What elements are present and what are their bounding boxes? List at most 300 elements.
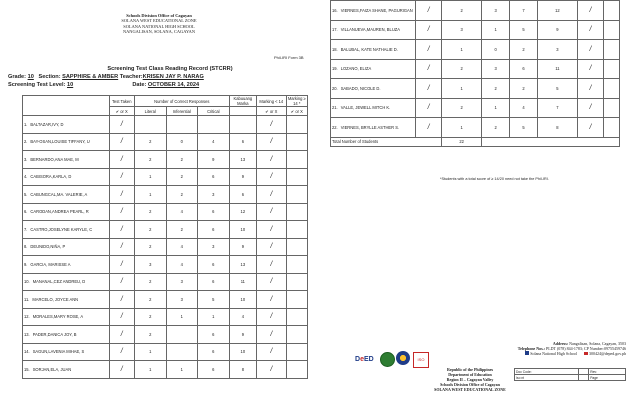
critical-score: 6	[198, 203, 230, 221]
inferential-score: 1	[482, 20, 510, 40]
mark-lt14-check	[257, 273, 287, 291]
test-taken-check	[109, 133, 134, 151]
row-number: 1.	[24, 121, 28, 127]
footer-contact	[470, 341, 626, 356]
col-header-test-taken: Test Taken	[109, 96, 134, 107]
iso-badge-icon: ISO	[413, 352, 429, 368]
row-number: 11.	[24, 296, 30, 302]
student-name	[23, 256, 110, 274]
mark-ge14-cell	[286, 291, 307, 309]
mark-ge14-cell	[286, 116, 307, 134]
grade-value: 10	[27, 74, 34, 80]
student-name	[331, 59, 416, 79]
address-label: Address:	[552, 341, 569, 346]
check-mark-icon: /	[120, 348, 123, 356]
test-taken-check	[109, 273, 134, 291]
mark-lt14-check	[257, 361, 287, 379]
student-name	[23, 326, 110, 344]
mark-lt14-check	[577, 59, 603, 79]
table-row	[23, 343, 308, 361]
student-name	[23, 203, 110, 221]
col-sub-critical: Critical	[198, 107, 230, 116]
student-name-text: GARCIA, MARISSE A	[30, 261, 71, 267]
inferential-score: 4	[166, 203, 198, 221]
mark-lt14-check	[257, 168, 287, 186]
mark-lt14-check	[257, 116, 287, 134]
total-score: 4	[229, 308, 256, 326]
row-number: 2.	[24, 139, 28, 145]
table-row	[331, 1, 620, 21]
critical-score: 1	[198, 308, 230, 326]
critical-score: 6	[198, 168, 230, 186]
inferential-score: 0	[482, 40, 510, 60]
critical-score: 6	[198, 273, 230, 291]
total-blank	[482, 137, 620, 146]
check-mark-icon: /	[120, 278, 123, 286]
check-mark-icon: /	[120, 365, 123, 373]
mark-ge14-cell	[604, 59, 620, 79]
address-value: Nangalisan, Solana, Cagayan, 3503	[569, 341, 626, 346]
check-mark-icon: /	[270, 330, 273, 338]
col-header-kabuuang: Kabuuang Marka	[229, 96, 256, 107]
check-mark-icon: /	[270, 348, 273, 356]
footer-agency	[430, 367, 510, 392]
form-number: Phil-IRI Form 3B	[274, 55, 304, 60]
student-name-text: VIERNES, BRYLLE ASTHER S.	[340, 124, 400, 130]
mark-ge14-cell	[286, 361, 307, 379]
level-label: Screening Test Level:	[8, 82, 66, 88]
inferential-score: 1	[166, 308, 198, 326]
total-score: 10	[229, 343, 256, 361]
inferential-score: 0	[166, 133, 198, 151]
total-score: 7	[537, 98, 577, 118]
check-mark-icon: /	[427, 6, 430, 14]
table-row	[23, 168, 308, 186]
zone-line: SOLANA WEST EDUCATIONAL ZONE	[434, 387, 506, 392]
mark-ge14-cell	[286, 203, 307, 221]
total-students-label: Total Number of Students	[331, 137, 442, 146]
doc-code-label: Doc Code:	[515, 369, 579, 375]
row-number: 3.	[24, 156, 28, 162]
mark-lt14-check	[257, 256, 287, 274]
inferential-score: 3	[482, 1, 510, 21]
table-row	[23, 326, 308, 344]
row-number: 5.	[24, 191, 28, 197]
row-number: 14.	[24, 349, 30, 355]
table-row	[23, 291, 308, 309]
total-score: 6	[229, 186, 256, 204]
check-mark-icon: /	[589, 26, 592, 34]
literal-score: 2	[134, 291, 166, 309]
col-sub-or-x-2: ✔ or X	[257, 107, 287, 116]
test-taken-check	[109, 308, 134, 326]
test-taken-check	[109, 361, 134, 379]
meta-row-2	[8, 82, 199, 88]
critical-score: 6	[198, 343, 230, 361]
test-taken-check	[416, 118, 442, 138]
check-mark-icon: /	[120, 173, 123, 181]
critical-score	[198, 116, 230, 134]
col-sub-inferential: Inferential	[166, 107, 198, 116]
col-sub-blank	[229, 107, 256, 116]
tel-label: Telephone Nos.:	[517, 346, 545, 351]
table-row	[23, 116, 308, 134]
check-mark-icon: /	[589, 6, 592, 14]
col-header-correct: Number of Correct Responses	[134, 96, 229, 107]
mark-ge14-cell	[604, 118, 620, 138]
check-mark-icon: /	[270, 190, 273, 198]
check-mark-icon: /	[427, 123, 430, 131]
document-control-table	[514, 368, 626, 381]
student-name-text: BAY-OSAN,LOUISE TIFFANY, U	[30, 139, 90, 145]
student-name-text: CABUNGCAL,MA. VALERIE, A	[30, 191, 88, 197]
student-name-text: SORJAN,ELA, JUAN	[32, 366, 72, 372]
mark-lt14-check	[577, 1, 603, 21]
mark-ge14-cell	[604, 1, 620, 21]
row-number: 13.	[24, 331, 30, 337]
mark-lt14-check	[257, 308, 287, 326]
student-name-text: BERNARDO,ANA MAE, M	[30, 156, 79, 162]
literal-score: 2	[134, 326, 166, 344]
student-name-text: CABISORA,KARLA, D	[30, 174, 72, 180]
check-mark-icon: /	[427, 104, 430, 112]
total-score: 8	[537, 118, 577, 138]
student-name-text: MANANAL,CEZ ANDREU, D	[32, 279, 86, 285]
check-mark-icon: /	[120, 208, 123, 216]
literal-score: 1	[134, 186, 166, 204]
student-name	[23, 273, 110, 291]
reading-record-table	[22, 95, 308, 379]
mark-ge14-cell	[604, 40, 620, 60]
student-name	[331, 1, 416, 21]
check-mark-icon: /	[427, 65, 430, 73]
check-mark-icon: /	[120, 155, 123, 163]
mark-ge14-cell	[286, 221, 307, 239]
total-score: 12	[229, 203, 256, 221]
mark-lt14-check	[257, 151, 287, 169]
matatag-seal-icon	[380, 352, 395, 367]
table-row	[331, 118, 620, 138]
student-name-text: VILLANUEVA,MAUREN, BLUZA	[340, 27, 401, 33]
total-score: 6	[229, 133, 256, 151]
table-row	[331, 20, 620, 40]
total-score: 5	[537, 79, 577, 99]
iso-blank	[578, 375, 588, 381]
email-icon	[584, 352, 588, 355]
iso-label: Iso nt	[515, 375, 579, 381]
student-name-text: MARCELO, JOYCE ANN	[32, 296, 79, 302]
mark-ge14-cell	[286, 151, 307, 169]
check-mark-icon: /	[589, 45, 592, 53]
inferential-score: 1	[166, 361, 198, 379]
check-mark-icon: /	[120, 295, 123, 303]
student-name-text: BALTAZAR,IVY, D	[30, 121, 64, 127]
col-header-mark-lt14: Marking < 14	[257, 96, 287, 107]
mark-lt14-check	[577, 98, 603, 118]
total-score: 9	[229, 326, 256, 344]
total-students-value: 22	[442, 137, 482, 146]
literal-score: 3	[442, 20, 482, 40]
col-sub-or-x-3: ✔ or X	[286, 107, 307, 116]
col-sub-or-x: ✔ or X	[109, 107, 134, 116]
inferential-score	[166, 116, 198, 134]
page-label: Page	[589, 375, 626, 381]
literal-score: 3	[134, 256, 166, 274]
mark-ge14-cell	[286, 168, 307, 186]
student-name-text: SABADO, NICOLE D.	[340, 85, 381, 91]
row-number: 6.	[24, 209, 28, 215]
meta-row-1	[8, 74, 204, 80]
inferential-score: 4	[166, 256, 198, 274]
test-taken-check	[416, 79, 442, 99]
student-name-text: VALLE, JEWELL MITCH K.	[340, 105, 391, 111]
check-mark-icon: /	[120, 243, 123, 251]
check-mark-icon: /	[120, 138, 123, 146]
check-mark-icon: /	[427, 84, 430, 92]
table-row	[23, 203, 308, 221]
literal-score: 1	[134, 361, 166, 379]
total-score: 13	[229, 151, 256, 169]
test-taken-check	[109, 186, 134, 204]
table-row	[23, 133, 308, 151]
level-value: 10	[66, 82, 74, 88]
table-row	[331, 79, 620, 99]
table-row	[23, 151, 308, 169]
check-mark-icon: /	[270, 173, 273, 181]
row-number: 12.	[24, 314, 30, 320]
literal-score: 2	[134, 221, 166, 239]
row-number: 22.	[332, 124, 338, 130]
check-mark-icon: /	[270, 138, 273, 146]
check-mark-icon: /	[270, 120, 273, 128]
total-score: 10	[229, 291, 256, 309]
inferential-score: 3	[482, 59, 510, 79]
mark-lt14-check	[257, 343, 287, 361]
row-number: 9.	[24, 261, 28, 267]
mark-ge14-cell	[286, 238, 307, 256]
facebook-page[interactable]: Solana National High School	[530, 351, 578, 356]
inferential-score: 2	[166, 186, 198, 204]
student-name	[331, 79, 416, 99]
literal-score: 2	[134, 238, 166, 256]
col-header-mark-ge14: Marking ≥ 14 *	[287, 96, 306, 106]
student-name-text: PADER,DANICA JOY, B	[32, 331, 77, 337]
check-mark-icon: /	[427, 45, 430, 53]
table-row	[23, 221, 308, 239]
table-row	[331, 59, 620, 79]
mark-lt14-check	[257, 133, 287, 151]
mark-ge14-cell	[604, 20, 620, 40]
facebook-icon	[525, 351, 529, 355]
total-score: 9	[229, 168, 256, 186]
inferential-score: 3	[166, 291, 198, 309]
test-taken-check	[109, 256, 134, 274]
col-header-name-blank	[23, 96, 110, 116]
test-taken-check	[109, 238, 134, 256]
check-mark-icon: /	[589, 123, 592, 131]
total-score: 10	[229, 221, 256, 239]
inferential-score	[166, 343, 198, 361]
header-line2: SOLANA WEST EDUCATIONAL ZONE	[121, 18, 197, 24]
literal-score: 1	[134, 343, 166, 361]
mark-lt14-check	[257, 186, 287, 204]
student-name-text: CARODAN,ANDREA PEARL, R	[30, 209, 89, 215]
student-name	[23, 133, 110, 151]
table-row	[331, 40, 620, 60]
test-taken-check	[109, 203, 134, 221]
table-row	[23, 273, 308, 291]
row-number: 15.	[24, 366, 30, 372]
total-score: 8	[229, 361, 256, 379]
footnote: *Students with a total score of ≥ 14/20 need not take the Phil-IRI.	[440, 177, 549, 181]
inferential-score: 2	[482, 118, 510, 138]
critical-score: 6	[198, 326, 230, 344]
check-mark-icon: /	[270, 243, 273, 251]
total-score: 11	[229, 273, 256, 291]
test-taken-check	[109, 151, 134, 169]
teacher-label: Teacher:	[119, 74, 143, 80]
literal-score: 1	[442, 40, 482, 60]
check-mark-icon: /	[270, 278, 273, 286]
table-row	[331, 98, 620, 118]
total-score: 11	[537, 59, 577, 79]
check-mark-icon: /	[589, 65, 592, 73]
mark-lt14-check	[257, 326, 287, 344]
check-mark-icon: /	[120, 190, 123, 198]
student-name-text: MORALES,MARY ROSE, A	[32, 314, 84, 320]
row-number: 10.	[24, 279, 30, 285]
department-line: Department of Education	[448, 372, 492, 377]
reading-record-table-continued	[330, 0, 620, 147]
literal-score: 2	[134, 203, 166, 221]
student-name	[331, 118, 416, 138]
test-taken-check	[109, 343, 134, 361]
mark-ge14-cell	[286, 326, 307, 344]
email-link[interactable]: 300424@deped.gov.ph	[589, 351, 626, 356]
division-line: Schools Division Office of Cagayan	[440, 382, 500, 387]
check-mark-icon: /	[270, 225, 273, 233]
teacher-value: KRISEN JAY P. NARAG	[142, 74, 204, 80]
check-mark-icon: /	[120, 330, 123, 338]
critical-score: 7	[510, 1, 538, 21]
mark-lt14-check	[577, 20, 603, 40]
literal-score	[134, 116, 166, 134]
check-mark-icon: /	[270, 365, 273, 373]
test-taken-check	[416, 59, 442, 79]
check-mark-icon: /	[120, 260, 123, 268]
check-mark-icon: /	[120, 313, 123, 321]
rev-label: Rev:	[589, 369, 626, 375]
critical-score: 3	[198, 238, 230, 256]
check-mark-icon: /	[270, 208, 273, 216]
total-score: 9	[537, 20, 577, 40]
mark-lt14-check	[257, 221, 287, 239]
total-score	[229, 116, 256, 134]
student-name	[23, 291, 110, 309]
inferential-score: 2	[166, 168, 198, 186]
test-taken-check	[109, 221, 134, 239]
critical-score: 5	[198, 291, 230, 309]
student-name	[331, 98, 416, 118]
header-line3: SOLANA NATIONAL HIGH SCHOOL	[123, 23, 195, 29]
literal-score: 2	[442, 98, 482, 118]
literal-score: 1	[442, 79, 482, 99]
inferential-score	[166, 326, 198, 344]
row-number: 18.	[332, 46, 338, 52]
test-taken-check	[416, 20, 442, 40]
mark-ge14-cell	[604, 98, 620, 118]
inferential-score: 2	[166, 151, 198, 169]
inferential-score: 3	[166, 273, 198, 291]
student-name	[23, 308, 110, 326]
student-name	[23, 186, 110, 204]
check-mark-icon: /	[589, 104, 592, 112]
literal-score: 2	[134, 273, 166, 291]
mark-ge14-cell	[286, 308, 307, 326]
critical-score: 6	[198, 256, 230, 274]
region-line: Region II – Cagayan Valley	[446, 377, 494, 382]
test-taken-check	[109, 326, 134, 344]
mark-lt14-check	[577, 118, 603, 138]
student-name	[23, 116, 110, 134]
critical-score: 9	[198, 151, 230, 169]
student-name-text: VIERNES,FAIZA SHANE, PAGURIGAN	[340, 7, 413, 13]
check-mark-icon: /	[270, 155, 273, 163]
total-score: 13	[229, 256, 256, 274]
check-mark-icon: /	[270, 260, 273, 268]
mark-lt14-check	[257, 238, 287, 256]
date-label: Date:	[132, 82, 147, 88]
literal-score: 2	[442, 1, 482, 21]
republic-line: Republic of the Philippines	[446, 367, 494, 372]
critical-score: 5	[510, 118, 538, 138]
test-taken-check	[416, 40, 442, 60]
mark-ge14-cell	[286, 273, 307, 291]
inferential-score: 1	[482, 98, 510, 118]
col-sub-literal: Literal	[134, 107, 166, 116]
student-name-text: DEUNIDO,NIÑA, P	[30, 244, 66, 250]
page-title: Screening Test Class Reading Record (STCRR)	[107, 66, 233, 72]
mark-lt14-check	[577, 79, 603, 99]
check-mark-icon: /	[589, 84, 592, 92]
row-number: 7.	[24, 226, 28, 232]
section-value: SAPPHIRE & AMBER	[62, 74, 119, 80]
table-row	[23, 238, 308, 256]
student-name	[331, 40, 416, 60]
row-number: 17.	[332, 27, 338, 33]
check-mark-icon: /	[270, 313, 273, 321]
student-name	[23, 168, 110, 186]
inferential-score: 2	[482, 79, 510, 99]
student-name-text: SAGUN,LAVENIA MIHAE, S	[32, 349, 85, 355]
total-score: 3	[537, 40, 577, 60]
literal-score: 1	[134, 168, 166, 186]
critical-score: 6	[198, 361, 230, 379]
critical-score: 6	[510, 59, 538, 79]
grade-label: Grade:	[8, 74, 27, 80]
check-mark-icon: /	[120, 225, 123, 233]
inferential-score: 4	[166, 238, 198, 256]
test-taken-check	[109, 168, 134, 186]
critical-score: 2	[510, 40, 538, 60]
check-mark-icon: /	[120, 120, 123, 128]
total-score: 12	[537, 1, 577, 21]
test-taken-check	[416, 98, 442, 118]
student-name-text: CASTRO,JOSELYNE KARYLE, C	[30, 226, 93, 232]
critical-score: 5	[510, 20, 538, 40]
section-label: Section:	[38, 74, 61, 80]
row-number: 21.	[332, 105, 338, 111]
